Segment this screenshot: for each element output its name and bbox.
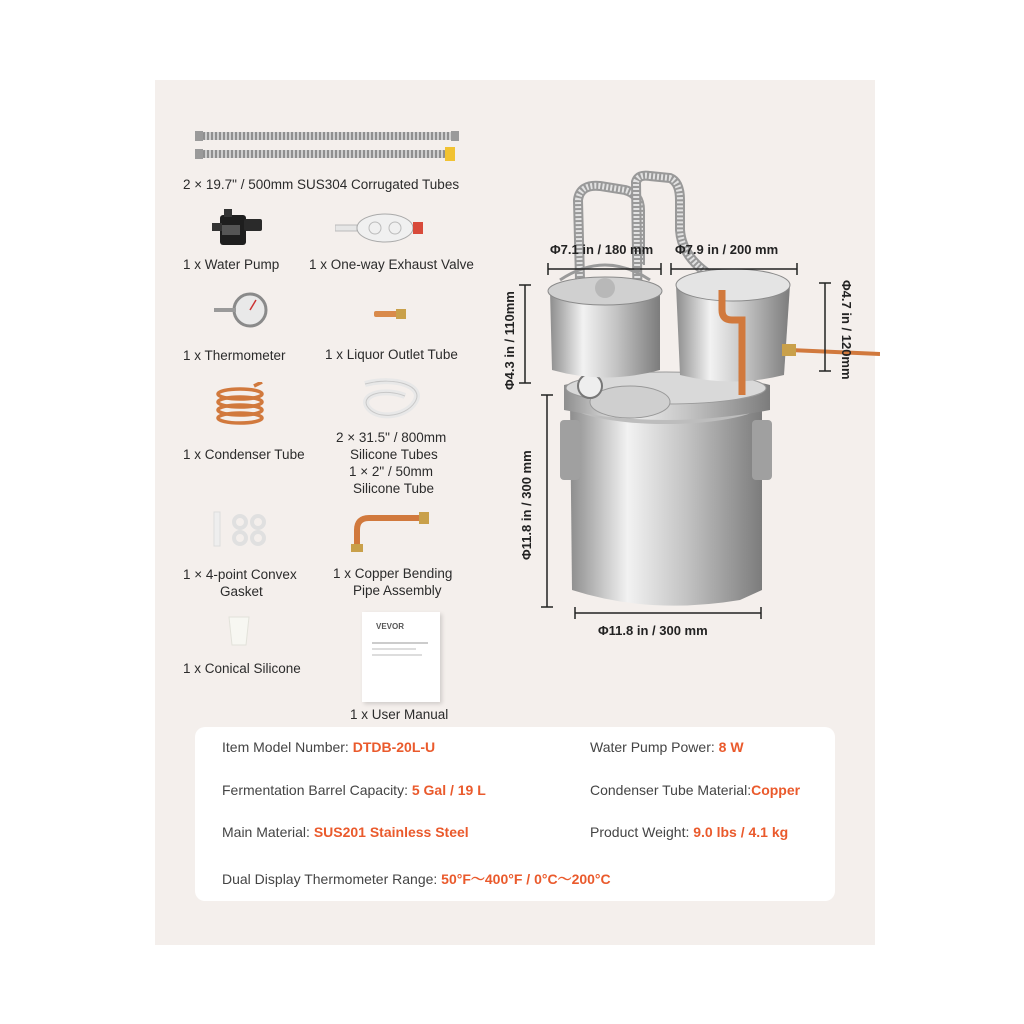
spec-pump-label: Water Pump Power: [590, 739, 719, 755]
spec-model-label: Item Model Number: [222, 739, 353, 755]
barrel-diameter: Φ11.8 in / 300 mm [598, 623, 708, 638]
spec-weight-label: Product Weight: [590, 824, 694, 840]
user-manual-icon [362, 612, 440, 702]
gasket-label-2: Gasket [220, 584, 263, 599]
silicone-label-3: 1 × 2" / 50mm [349, 464, 433, 479]
silicone-label-2: Silicone Tubes [350, 447, 438, 462]
spec-material-value: SUS201 Stainless Steel [313, 824, 469, 840]
dimension-lines [495, 255, 855, 625]
silicone-label-1: 2 × 31.5" / 800mm [336, 430, 447, 445]
thermometer-label: 1 x Thermometer [183, 348, 286, 363]
spec-thermo [222, 869, 611, 889]
spec-pump [590, 739, 744, 755]
tubes-label: 2 × 19.7" / 500mm SUS304 Corrugated Tubes [183, 177, 460, 192]
exhaust-valve-icon [335, 208, 435, 248]
spec-model [222, 739, 435, 755]
spec-condenser [590, 782, 800, 798]
spec-capacity [222, 782, 486, 798]
silicone-label-4: Silicone Tube [353, 481, 435, 496]
conical-label: 1 x Conical Silicone [183, 661, 301, 676]
barrel-height: Φ11.8 in / 300 mm [519, 450, 534, 560]
silicone-tubes-icon [355, 376, 435, 424]
top-left-diameter: Φ7.1 in / 180 mm [550, 242, 654, 257]
right-pot-height: Φ4.7 in / 120mm [839, 280, 854, 380]
valve-label: 1 x One-way Exhaust Valve [309, 257, 474, 272]
spec-capacity-label: Fermentation Barrel Capacity: [222, 782, 412, 798]
liquor-outlet-tube-icon [372, 305, 412, 325]
spec-thermo-label: Dual Display Thermometer Range: [222, 871, 442, 887]
copper-pipe-label-2: Pipe Assembly [353, 583, 442, 598]
gasket-icon [210, 510, 270, 550]
manual-label: 1 x User Manual [350, 707, 449, 722]
spec-weight [590, 824, 788, 840]
pump-label: 1 x Water Pump [183, 257, 280, 272]
corrugated-tubes-icon [195, 128, 465, 168]
manual-brand: VEVOR [376, 622, 405, 631]
spec-thermo-value: 50°F～400°F / 0°C～200°C [441, 871, 611, 887]
spec-capacity-value: 5 Gal / 19 L [411, 782, 486, 798]
spec-pump-value: 8 W [718, 739, 744, 755]
condenser-label: 1 x Condenser Tube [183, 447, 305, 462]
spec-condenser-label: Condenser Tube Material: [590, 782, 752, 798]
conical-silicone-icon [226, 615, 252, 647]
spec-material [222, 824, 469, 840]
spec-condenser-value: Copper [751, 782, 801, 798]
copper-pipe-icon [345, 508, 435, 553]
gasket-label-1: 1 × 4-point Convex [183, 567, 297, 582]
thermometer-icon [212, 290, 272, 335]
spec-material-label: Main Material: [222, 824, 314, 840]
water-pump-icon [210, 205, 270, 250]
spec-model-value: DTDB-20L-U [352, 739, 436, 755]
left-pot-height: Φ4.3 in / 110mm [502, 291, 517, 390]
liquor-tube-label: 1 x Liquor Outlet Tube [325, 347, 458, 362]
spec-weight-value: 9.0 lbs / 4.1 kg [693, 824, 789, 840]
copper-pipe-label-1: 1 x Copper Bending [333, 566, 453, 581]
condenser-coil-icon [212, 382, 268, 432]
top-right-diameter: Φ7.9 in / 200 mm [675, 242, 779, 257]
